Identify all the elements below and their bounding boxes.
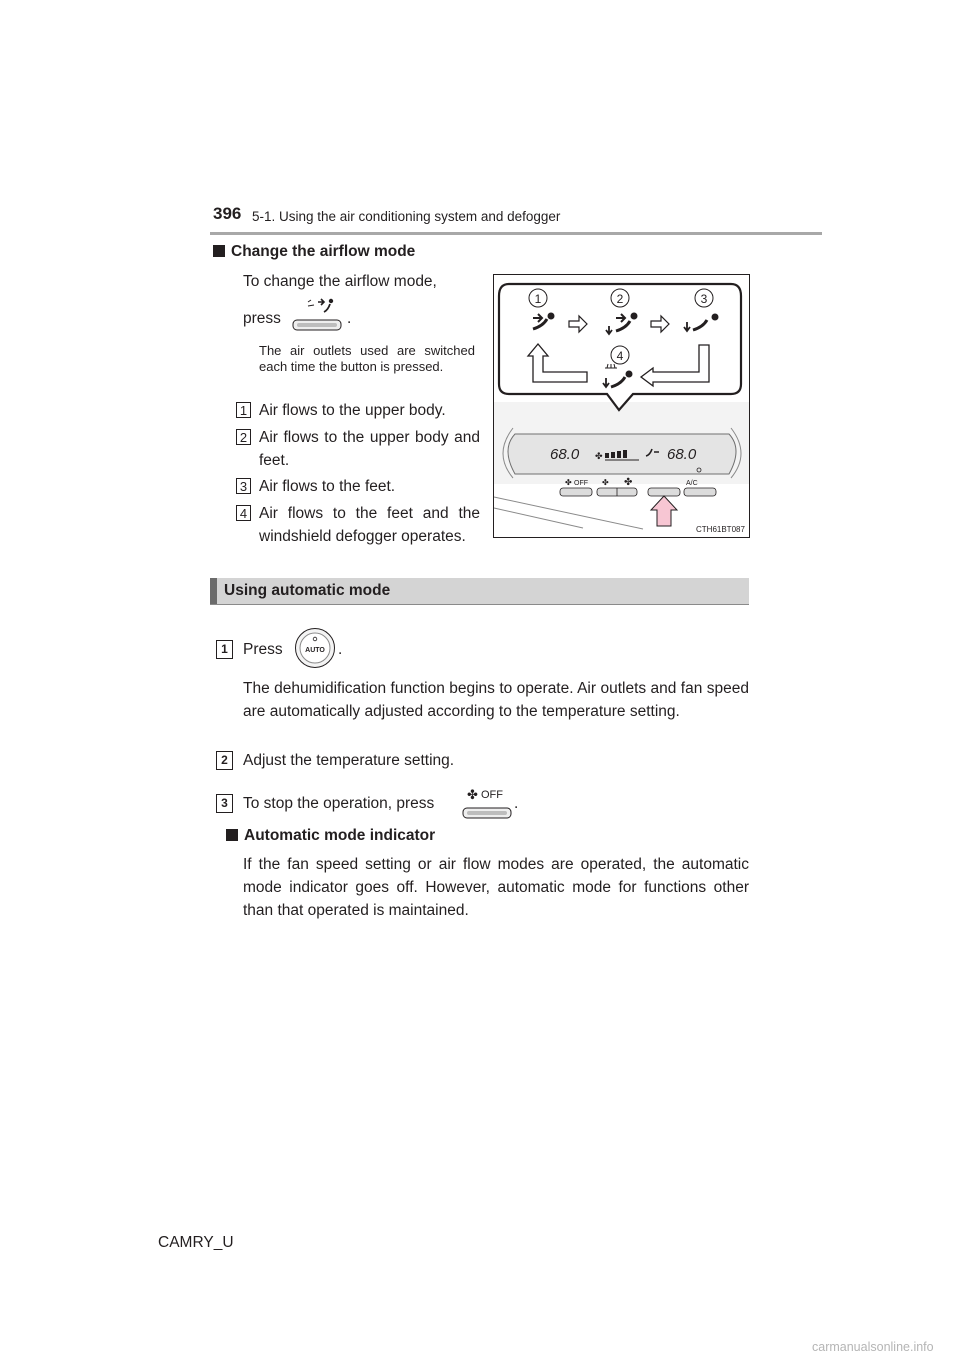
list-marker-4: 4 — [236, 505, 251, 521]
section-bar-automatic-mode — [210, 578, 749, 605]
indicator-text: If the fan speed setting or air flow modes are operated, the automatic mode indicator goes off. However, automatic mode for functions other than that operated is maintained. — [243, 856, 749, 919]
airflow-item-1: Air flows to the upper body. — [259, 402, 446, 419]
airflow-item-4: Air flows to the feet and the windshield defogger operates. — [259, 505, 480, 545]
svg-text:✤: ✤ — [602, 478, 609, 487]
step3-text: To stop the operation, press — [243, 795, 435, 812]
airflow-mode-figure — [493, 274, 750, 543]
heading-bullet-icon — [213, 245, 225, 257]
footer-model: CAMRY_U — [158, 1234, 234, 1251]
airflow-mode-button-icon — [290, 296, 346, 339]
airflow-intro-period: . — [347, 310, 352, 327]
step-marker-1: 1 — [216, 640, 233, 659]
heading-bullet-icon — [226, 829, 238, 841]
step-marker-2: 2 — [216, 751, 233, 770]
svg-text:✤: ✤ — [624, 477, 633, 488]
page-number: 396 — [213, 204, 242, 223]
auto-button-icon — [294, 626, 336, 675]
list-marker-3: 3 — [236, 478, 251, 494]
svg-text:✤: ✤ — [595, 451, 603, 461]
fan-off-button-icon — [459, 784, 515, 827]
indicator-heading: Automatic mode indicator — [226, 827, 435, 845]
header-rule — [210, 232, 822, 235]
step1-text: Press — [243, 641, 283, 658]
airflow-intro-press: press — [243, 310, 281, 327]
callout-3: 3 — [700, 292, 708, 306]
airflow-intro-line: To change the airflow mode, — [243, 273, 437, 290]
airflow-heading: Change the airflow mode — [213, 243, 415, 261]
airflow-item-3: Air flows to the feet. — [259, 478, 396, 495]
section-bar-accent — [210, 578, 217, 604]
step1-period: . — [338, 641, 343, 658]
step-marker-3: 3 — [216, 794, 233, 813]
auto-button-label: AUTO — [305, 647, 325, 654]
step3-period: . — [514, 795, 519, 812]
airflow-item-2: Air flows to the upper body and feet. — [259, 429, 480, 469]
svg-text:✤: ✤ — [467, 787, 478, 802]
list-marker-2: 2 — [236, 429, 251, 445]
display-left-temp: 68.0 — [550, 446, 580, 463]
step2-text: Adjust the temperature setting. — [243, 752, 455, 769]
watermark: carmanualsonline.info — [812, 1340, 934, 1354]
figure-off-label: OFF — [574, 480, 588, 487]
section-bar-title: Using automatic mode — [224, 582, 391, 599]
display-right-temp: 68.0 — [667, 446, 697, 463]
callout-2: 2 — [616, 292, 624, 306]
airflow-note: The air outlets used are switched each time the button is pressed. — [259, 343, 475, 374]
list-marker-1: 1 — [236, 402, 251, 418]
callout-1: 1 — [534, 292, 542, 306]
figure-ac-label: A/C — [686, 480, 698, 487]
off-button-label: OFF — [481, 789, 503, 801]
svg-text:✤: ✤ — [565, 478, 572, 487]
step1-description: The dehumidification function begins to operate. Air outlets and fan speed are automatically adjusted according to the temperature setting. — [243, 680, 749, 720]
section-title: 5-1. Using the air conditioning system and defogger — [252, 209, 561, 224]
figure-code: CTH61BT087 — [696, 525, 745, 534]
callout-4: 4 — [616, 349, 624, 363]
